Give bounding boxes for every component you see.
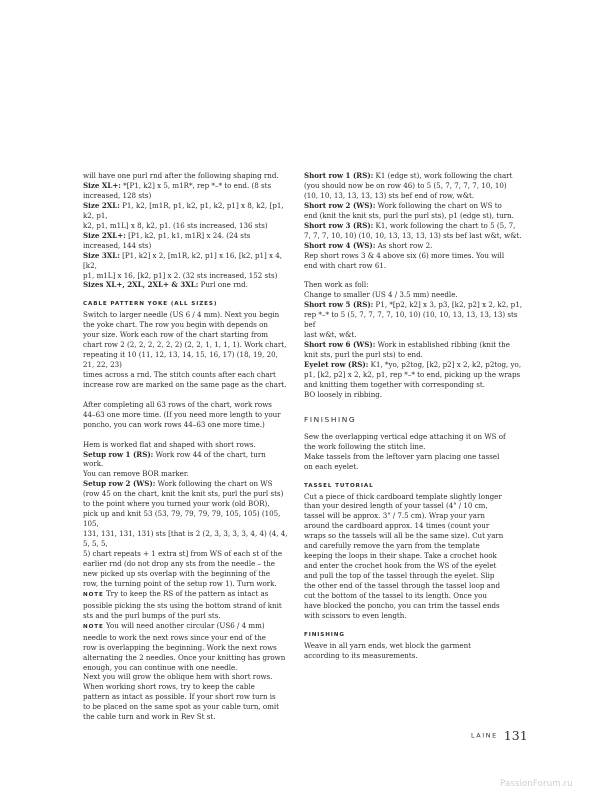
paragraph: Sew the overlapping vertical edge attaching it on WS of the work following the stitch line. Make tassels from the leftover yarn placing one tassel on each eyelet. [304, 431, 506, 471]
instruction-short-row-2: Short row 2 (WS): Work following the chart on WS to end (knit the knit sts, purl the purl sts), p1 (edge st), turn. [304, 200, 514, 220]
watermark: PassionForum.ru [500, 779, 573, 789]
section-heading: FINISHING [304, 414, 357, 424]
instruction-setup-row-2: Setup row 2 (WS): Work following the chart on WS (row 45 on the chart, knit the knit sts, purl the purl sts) to the point where you turned your work (old BOR), pick up and knit 53 (53, 79, 79, 79, 79, 105, 105) (105, 105, 131, 131, 131, 131) sts [that is 2 (2, 3, 3, 3, 3, 4, 4) (4, 4, 5, 5, 5, 5) chart repeats + 1 extra st] from WS of each st of the earlier rnd (do not drop any sts from the needle – the new picked up sts overlap with the beginning of the row, the turning point of the setup row 1). Turn work. [83, 479, 288, 588]
instruction-size-xl: Size XL+: *[P1, k2] x 5, m1R*, rep *–* to end. (8 sts increased, 128 sts) [83, 180, 272, 200]
section-heading: CABLE PATTERN YOKE (ALL SIZES) [83, 301, 218, 308]
page-footer [471, 725, 528, 744]
paragraph: After completing all 63 rows of the chart, work rows 44–63 one more time. (If you need more length to your poncho, you can work rows 44–63 one more time.) [83, 399, 281, 429]
right-column [304, 171, 525, 661]
paragraph: Weave in all yarn ends, wet block the garment according to its measurements. [304, 640, 471, 660]
instruction-size-2xl-plus: Size 2XL+: [P1, k2, p1, k1, m1R] x 24. (24 sts increased, 144 sts) [83, 230, 251, 250]
page-number: 131 [503, 728, 528, 743]
magazine-name: LAINE [471, 731, 498, 740]
paragraph: Then work as foll: Change to smaller (US 4 / 3.5 mm) needle. [304, 280, 458, 300]
instruction-short-row-4: Short row 4 (WS): As short row 2. [304, 240, 433, 250]
left-column [83, 171, 288, 722]
note: NOTE Try to keep the RS of the pattern as intact as possible picking the sts using the bottom strand of knit sts and the purl bumps of the purl sts. [83, 588, 282, 620]
instruction-eyelet-row: Eyelet row (RS): K1, *yo, p2tog, [k2, p2] x 2, k2, p2tog, yo, p1, [k2, p2] x 2, k2, p1, rep *–* to end, picking up the wraps and knitting them together with corresponding st. BO loosely in ribbing. [304, 360, 522, 399]
instruction-short-row-1: Short row 1 (RS): K1 (edge st), work following the chart (you should now be on row 46) to 5 (5, 7, 7, 7, 7, 10, 10) (10, 10, 13, 13, 13, 13) sts bef end of row, w&t. [304, 171, 513, 200]
instruction-short-row-6: Short row 6 (WS): Work in established ribbing (knit the knit sts, purl the purl sts) to end. [304, 340, 510, 360]
section-heading: TASSEL TUTORIAL [304, 482, 374, 489]
paragraph: Switch to larger needle (US 6 / 4 mm). Next you begin the yoke chart. The row you begin with depends on your size. Work each row of the chart starting from chart row 2 (2, 2, 2, 2, 2, 2) (2, 2, 1, 1, 1, 1). Work chart, repeating it 10 (11, 12, 13, 14, 15, 16, 17) (18, 19, 20, 21, 22, 23) times across a rnd. The stitch counts after each chart increase row are marked on the same page as the chart. [83, 310, 287, 389]
instruction-setup-row-1: Setup row 1 (RS): Work row 44 of the chart, turn work. You can remove BOR marker. [83, 449, 266, 479]
instruction-sizes: Sizes XL+, 2XL, 2XL+ & 3XL: Purl one rnd. [83, 280, 248, 290]
section-heading: FINISHING [304, 631, 345, 638]
instruction-size-3xl: Size 3XL: [P1, k2] x 2, [m1R, k2, p1] x 16, [k2, p1] x 4, [k2, p1, m1L] x 16, [k2, p1] x 2. (32 sts increased, 152 sts) [83, 250, 283, 280]
instruction-short-row-5: Short row 5 (RS): P1, *[p2, k2] x 3, p3, [k2, p2] x 2, k2, p1, rep *–* to 5 (5, 7, 7, 7, 7, 10, 10) (10, 10, 13, 13, 13, 13) sts bef last w&t, w&t. [304, 300, 522, 340]
paragraph: Hem is worked flat and shaped with short rows. [83, 439, 256, 449]
paragraph: will have one purl rnd after the following shaping rnd. [83, 171, 279, 180]
paragraph: Rep short rows 3 & 4 above six (6) more times. You will end with chart row 61. [304, 250, 505, 270]
instruction-short-row-3: Short row 3 (RS): K1, work following the chart to 5 (5, 7, 7, 7, 7, 10, 10) (10, 10, 13, 13, 13, 13) sts bef last w&t, w&t. [304, 220, 522, 240]
paragraph: Cut a piece of thick cardboard template slightly longer than your desired length of your tassel (4" / 10 cm, tassel will be approx. 3" / 7.5 cm). Wrap your yarn around the cardboard approx. 14 times (count your wraps so the tassels will all be the same size). Cut yarn and carefully remove the yarn from the template keeping the loops in their shape. Take a crochet hook and enter the crochet hook from the WS of the eyelet and pull the top of the tassel through the eyelet. Slip the other end of the tassel through the tassel loop and cut the bottom of the tassel to its length. Once you have blocked the poncho, you can trim the tassel ends with scissors to even length. [304, 491, 504, 620]
note: NOTE You will need another circular (US6 / 4 mm) needle to work the next rows since your end of the row is overlapping the beginning. Work the next rows alternating the 2 needles. Once your knitting has grown enough, you can continue with one needle. Next you will grow the oblique hem with short rows. When working short rows, try to keep the cable pattern as intact as possible. If your short row turn is to be placed on the same spot as your cable turn, omit the cable turn and work in Rev St st. [83, 620, 286, 722]
instruction-size-2xl: Size 2XL: P1, k2, [m1R, p1, k2, p1, k2, p1] x 8, k2, [p1, k2, p1, k2, p1, m1L] x 8, k2, p1. (16 sts increased, 136 sts) [83, 200, 284, 230]
